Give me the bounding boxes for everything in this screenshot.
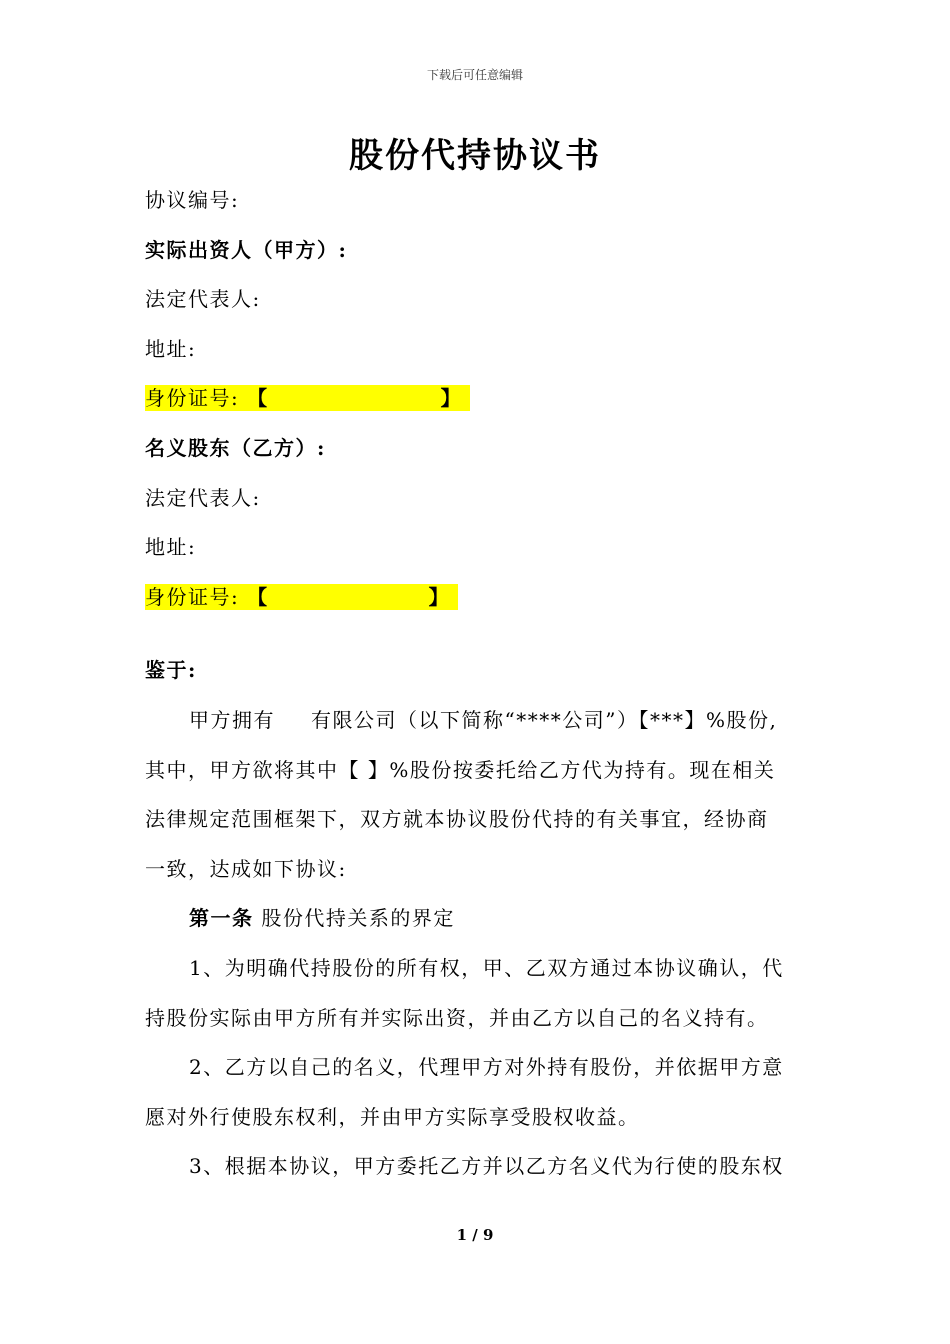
agreement-number-label: 协议编号:: [145, 188, 240, 212]
article-1-item-2-line-1: [145, 1048, 820, 1098]
whereas-line-4-text: 一致，达成如下协议:: [145, 856, 347, 881]
whereas-line-4: [145, 850, 820, 900]
party-a-id-label: 身份证号:: [145, 386, 240, 411]
document-body: [145, 181, 820, 1197]
whereas-heading: [145, 651, 820, 701]
document-title: 股份代持协议书: [349, 136, 601, 176]
party-a-heading: [145, 231, 820, 281]
party-b-id-bracket-close: 】: [428, 584, 451, 609]
article-1-title: 股份代持关系的界定: [261, 906, 455, 931]
article-1-item-2-line-2: [145, 1098, 820, 1148]
whereas-line-3: [145, 800, 820, 850]
article-1-item-2-line-2-text: 愿对外行使股东权利，并由甲方实际享受股权收益。: [145, 1104, 640, 1129]
article-1-item-1-line-2: [145, 999, 820, 1049]
party-a-address: [145, 330, 820, 380]
party-b-legal-rep-label: 法定代表人:: [145, 485, 261, 510]
party-a-id-bracket-open: 【: [247, 386, 269, 411]
party-b-id-bracket-open: 【: [247, 584, 269, 609]
article-1-number: 第一条: [189, 906, 254, 931]
party-b-id-label: 身份证号:: [145, 584, 240, 609]
party-a-legal-rep-label: 法定代表人:: [145, 287, 261, 312]
whereas-heading-text: 鉴于:: [145, 658, 197, 683]
party-b-heading: [145, 429, 820, 479]
whereas-line-3-text: 法律规定范围框架下，双方就本协议股份代持的有关事宜，经协商: [145, 807, 769, 832]
whereas-line-2-text: 其中，甲方欲将其中【 】%股份按委托给乙方代为持有。现在相关: [145, 757, 776, 782]
whereas-line-1: [145, 701, 820, 751]
party-a-id-line: [145, 379, 820, 429]
party-b-address: [145, 528, 820, 578]
spacer: [145, 627, 820, 651]
whereas-line-2: [145, 751, 820, 801]
party-a-id-highlight: [145, 385, 470, 411]
header-note: 下载后可任意编辑: [426, 68, 523, 82]
party-b-id-highlight: [145, 584, 458, 610]
agreement-number-line: [145, 181, 820, 231]
article-1-item-3-line-1-text: 3、根据本协议，甲方委托乙方并以乙方名义代为行使的股东权: [189, 1154, 784, 1179]
party-b-legal-rep: [145, 479, 820, 529]
whereas-line-1-part-2: 有限公司（以下简称“****公司”）【***】%股份,: [311, 707, 778, 732]
party-b-id-line: [145, 578, 820, 628]
party-b-heading-text: 名义股东（乙方）:: [145, 435, 326, 460]
article-1-item-1-line-1-text: 1、为明确代持股份的所有权，甲、乙双方通过本协议确认，代: [189, 955, 784, 980]
whereas-line-1-part-1: 甲方拥有: [189, 707, 275, 732]
party-a-address-label: 地址:: [145, 336, 197, 361]
party-a-heading-text: 实际出资人（甲方）:: [145, 237, 348, 262]
party-a-legal-rep: [145, 280, 820, 330]
party-a-id-bracket-close: 】: [440, 386, 463, 411]
article-1-item-1-line-2-text: 持股份实际由甲方所有并实际出资，并由乙方以自己的名义持有。: [145, 1005, 769, 1030]
party-b-address-label: 地址:: [145, 535, 197, 560]
article-1-item-1-line-1: [145, 949, 820, 999]
article-1-item-2-line-1-text: 2、乙方以自己的名义，代理甲方对外持有股份，并依据甲方意: [189, 1055, 784, 1080]
article-1-heading: [145, 899, 820, 949]
article-1-item-3-line-1: [145, 1147, 820, 1197]
page-number: 1 / 9: [456, 1226, 494, 1244]
